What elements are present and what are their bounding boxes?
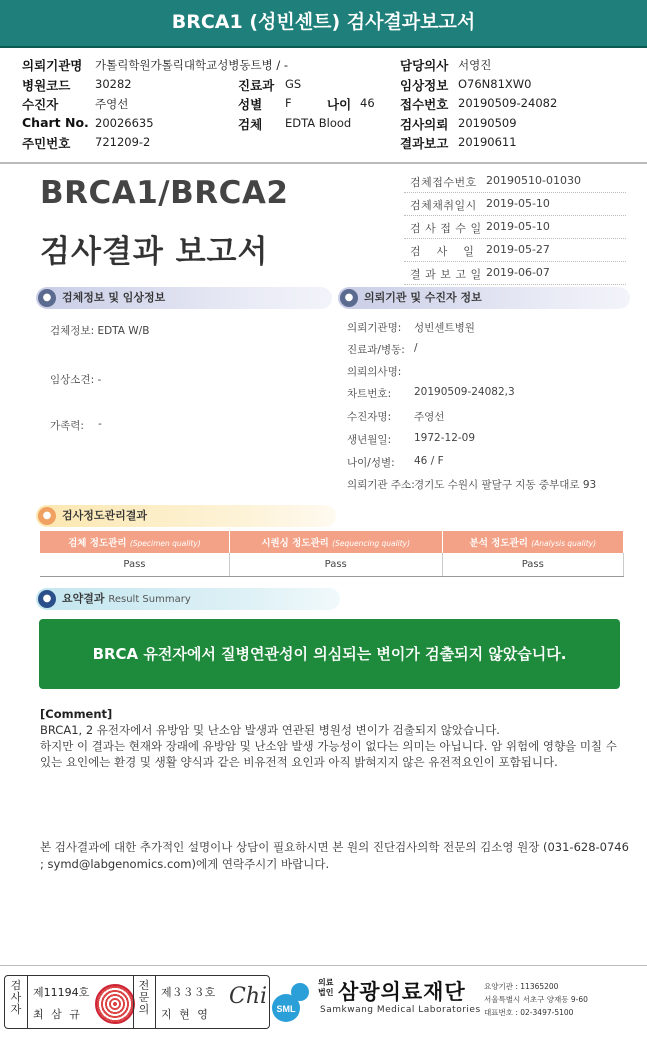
org-info-line: 요양기관 : 11365200 <box>484 982 559 991</box>
qc-table <box>40 531 624 577</box>
inst-label: 수진자명: <box>347 411 392 423</box>
meta-value: EDTA Blood <box>285 116 352 130</box>
report-title-line1: BRCA1/BRCA2 <box>40 175 289 211</box>
meta-value: 20190611 <box>458 135 517 149</box>
meta-label: 나이 <box>327 97 352 112</box>
qc-col-label: 분석 정도관리 <box>469 538 528 549</box>
meta-value: GS <box>285 77 302 91</box>
qc-value: Pass <box>229 553 442 577</box>
meta-value: O76N81XW0 <box>458 77 532 91</box>
inst-value: 경기도 수원시 팔달구 지동 중부대로 93 <box>414 479 597 491</box>
date-value: 2019-05-10 <box>486 197 550 210</box>
inst-value: / <box>414 342 418 354</box>
family-history-label: 가족력: <box>50 420 84 432</box>
meta-label: Chart No. <box>22 115 89 130</box>
org-name-english: Samkwang Medical Laboratories <box>320 1005 481 1015</box>
inst-label: 의뢰의사명: <box>347 366 402 378</box>
cell-divider <box>5 976 134 1028</box>
inst-value: 성빈센트병원 <box>414 322 475 334</box>
divider <box>0 965 647 966</box>
meta-label: 담당의사 <box>400 58 449 73</box>
qc-col-sub: (Analysis quality) <box>531 539 596 548</box>
inst-label: 생년월일: <box>347 434 392 446</box>
summary-section-title-en: Result Summary <box>108 594 191 605</box>
comment-line1: BRCA1, 2 유전자에서 유방암 및 난소암 발생과 연관된 병원성 변이가 검출되지 않았습니다. <box>40 723 500 737</box>
summary-section-header <box>36 588 340 610</box>
meta-label: 수진자 <box>22 97 59 112</box>
meta-label: 성별 <box>238 97 263 112</box>
date-label: 검 사 접 수 일 <box>410 222 482 235</box>
date-value: 20190510-01030 <box>486 174 581 187</box>
qc-section-header <box>36 505 336 527</box>
specimen-section-title: 검체정보 및 임상정보 <box>62 291 166 304</box>
family-history-value: - <box>98 418 102 430</box>
inst-value: 1972-12-09 <box>414 432 476 444</box>
inst-label: 의뢰기관명: <box>347 322 402 334</box>
meta-panel <box>0 50 647 162</box>
lock-icon: ● <box>38 289 56 307</box>
dates-table <box>404 170 626 285</box>
date-row <box>404 239 626 262</box>
comment-line2: 하지만 이 결과는 현재와 장래에 유방암 및 난소암 발생 가능성이 없다는 의미는 아닙니다. 암 위험에 영향을 미칠 수 있는 요인에는 환경 및 생활 양식과 같은 비유전적 요인과 아직 밝혀지지 않은 유전적요인이 포함됩니다. <box>40 739 617 769</box>
divider <box>0 162 647 164</box>
specimen-info: 검체정보: EDTA W/B <box>50 325 150 337</box>
result-summary-box: BRCA 유전자에서 질병연관성이 의심되는 변이가 검출되지 않았습니다. <box>39 619 620 689</box>
date-label: 검체접수번호 <box>410 176 477 189</box>
clinical-info: 임상소견: - <box>50 374 102 386</box>
date-label: 검 사 일 <box>410 245 475 258</box>
logo-text: SML <box>276 1004 296 1014</box>
institution-section-header <box>338 287 630 309</box>
meta-value: 가톨릭학원가톨릭대학교성병동트병 / - <box>95 58 289 72</box>
qc-col-sub: (Specimen quality) <box>129 539 201 548</box>
meta-value: 721209-2 <box>95 135 151 149</box>
meta-value: 20190509 <box>458 116 517 130</box>
date-value: 2019-05-27 <box>486 243 550 256</box>
qc-col-header <box>442 531 623 553</box>
qc-col-header <box>40 531 229 553</box>
meta-label: 검체 <box>238 117 263 132</box>
summary-section-title: 요약결과 Result Summary <box>62 592 191 605</box>
qc-col-header <box>229 531 442 553</box>
report-title-line2: 검사결과 보고서 <box>40 234 269 270</box>
meta-value: F <box>285 96 292 110</box>
inst-label: 의뢰기관 주소: <box>347 479 415 491</box>
meta-label: 결과보고 <box>400 136 449 151</box>
clipboard-icon: ● <box>38 507 56 525</box>
date-row <box>404 193 626 216</box>
org-name: 삼광의료재단 <box>338 980 466 1004</box>
qc-col-sub: (Sequencing quality) <box>332 539 411 548</box>
meta-value: 20026635 <box>95 116 154 130</box>
meta-value: 46 <box>360 96 375 110</box>
meta-value: 20190509-24082 <box>458 96 558 110</box>
meta-label: 임상정보 <box>400 78 449 93</box>
signature-box <box>4 975 270 1029</box>
qc-value: Pass <box>442 553 623 577</box>
examiner-name: 최 삼 규 <box>33 1008 82 1021</box>
qc-col-label: 검체 정도관리 <box>68 538 127 549</box>
meta-value: 서영진 <box>458 58 492 72</box>
specimen-section-header <box>36 287 332 309</box>
qc-col-label: 시퀀싱 정도관리 <box>261 538 329 549</box>
date-row <box>404 170 626 193</box>
inst-value: 주영선 <box>414 411 445 423</box>
meta-value: 주영선 <box>95 97 129 111</box>
comment-block <box>40 706 630 770</box>
meta-label: 진료과 <box>238 78 275 93</box>
meta-label: 검사의뢰 <box>400 117 449 132</box>
contact-text: 본 검사결과에 대한 추가적인 설명이나 상담이 필요하시면 본 원의 진단검사의학 전문의 김소영 원장 (031-628-0746 ; symd@labgenomics.com)에게 연락주시기 바랍니다. <box>40 840 629 871</box>
hospital-icon: ● <box>340 289 358 307</box>
report-header-title: BRCA1 (성빈센트) 검사결과보고서 <box>171 11 476 33</box>
specialist-label-cell <box>133 976 156 1028</box>
comment-heading: [Comment] <box>40 707 113 721</box>
org-prefix: 의료 법인 <box>318 978 334 997</box>
specialist-label: 전문의 <box>138 979 150 1016</box>
meta-value: 30282 <box>95 77 132 91</box>
date-value: 2019-06-07 <box>486 266 550 279</box>
meta-label: 접수번호 <box>400 97 449 112</box>
examiner-label: 검사자 <box>10 979 22 1016</box>
meta-label: 주민번호 <box>22 136 71 151</box>
ribbon-icon: ● <box>38 590 56 608</box>
signature: Chi <box>229 984 268 1009</box>
sml-logo-icon <box>270 978 314 1026</box>
inst-value: 46 / F <box>414 455 444 467</box>
date-row <box>404 216 626 239</box>
examiner-number: 제11194호 <box>33 986 90 999</box>
date-label: 결 과 보 고 일 <box>410 268 482 281</box>
org-info <box>484 980 588 1019</box>
specialist-name: 지 현 영 <box>161 1008 210 1021</box>
qc-value: Pass <box>40 553 229 577</box>
org-info-line: 대표번호 : 02-3497-5100 <box>484 1008 574 1017</box>
specialist-number: 제３３３호 <box>161 986 216 999</box>
inst-value: 20190509-24082,3 <box>414 386 515 398</box>
inst-label: 진료과/병동: <box>347 344 405 356</box>
qc-section-title: 검사정도관리결과 <box>62 509 148 522</box>
inst-label: 나이/성별: <box>347 457 395 469</box>
date-row <box>404 262 626 285</box>
institution-section-title: 의뢰기관 및 수진자 정보 <box>364 291 482 304</box>
date-value: 2019-05-10 <box>486 220 550 233</box>
org-info-line: 서울특별시 서초구 양재동 9-60 <box>484 995 588 1004</box>
report-header-bar <box>0 0 647 48</box>
inst-label: 차트번호: <box>347 388 392 400</box>
date-label: 검체채취일시 <box>410 199 477 212</box>
meta-label: 의뢰기관명 <box>22 58 83 73</box>
meta-label: 병원코드 <box>22 78 71 93</box>
